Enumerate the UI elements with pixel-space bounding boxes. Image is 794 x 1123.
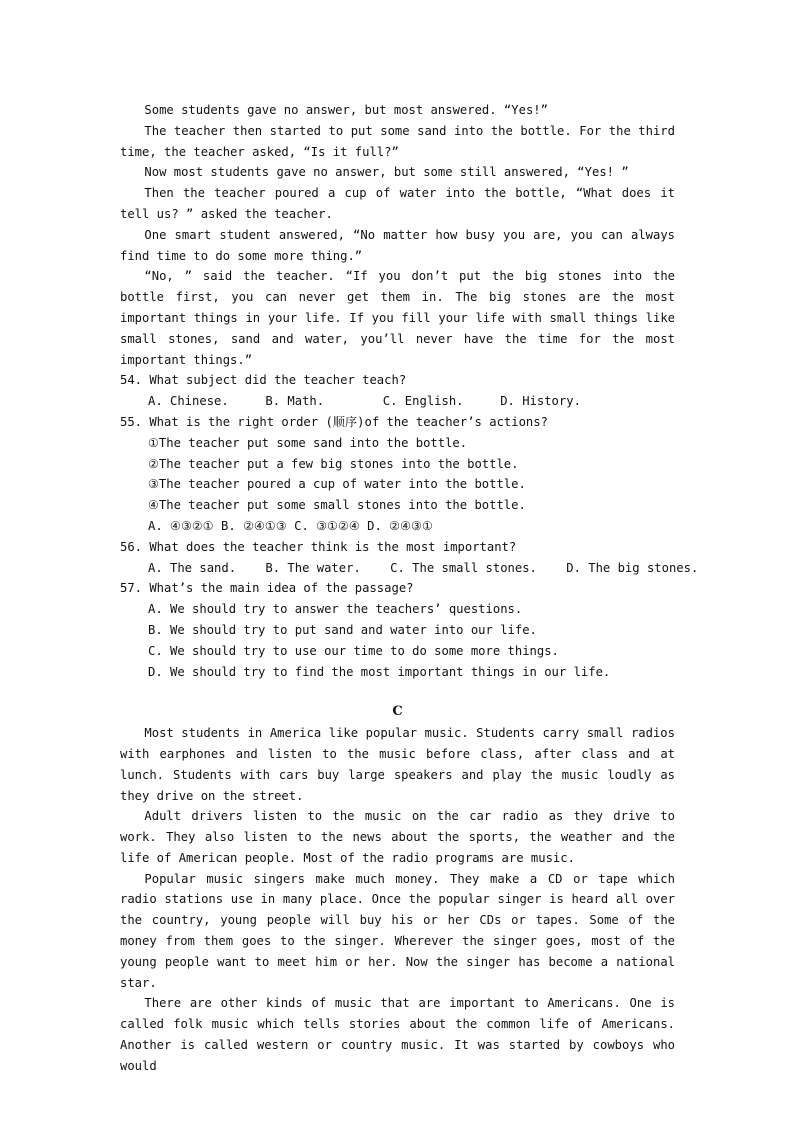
passage-b-paragraph: Now most students gave no answer, but some still answered, “Yes! ” bbox=[144, 165, 629, 180]
passage-b-paragraph: One smart student answered, “No matter how busy you are, you can always find time to do some more thing.” bbox=[120, 227, 675, 263]
question-55-step: ③The teacher poured a cup of water into the bottle. bbox=[148, 477, 526, 492]
question-55-stem: 55. What is the right order (顺序)of the teacher’s actions? bbox=[120, 414, 548, 429]
question-57-option: A. We should try to answer the teachers’ questions. bbox=[148, 602, 523, 617]
passage-b-paragraph: Some students gave no answer, but most answered. “Yes!” bbox=[144, 103, 548, 117]
question-57-option: D. We should try to find the most important things in our life. bbox=[148, 664, 611, 679]
passage-b-paragraph: The teacher then started to put some sand into the bottle. For the third time, the teacher asked, “Is it full?” bbox=[120, 123, 675, 159]
section-heading-c: C bbox=[392, 704, 403, 720]
passage-c-paragraph: There are other kinds of music that are important to Americans. One is called folk music which tells stories about the common life of Americans. Another is called western or country music. It was started by cowboys who would bbox=[120, 996, 675, 1073]
question-55-step: ①The teacher put some sand into the bottle. bbox=[148, 435, 468, 450]
question-57-option: C. We should try to use our time to do some more things. bbox=[148, 643, 559, 658]
question-57-stem: 57. What’s the main idea of the passage? bbox=[120, 581, 414, 596]
question-55-options: A. ④③②① B. ②④①③ C. ③①②④ D. ②④③① bbox=[148, 518, 433, 533]
question-56-options: A. The sand. B. The water. C. The small stones. D. The big stones. bbox=[148, 560, 699, 575]
passage-b-paragraph: “No, ” said the teacher. “If you don’t put the big stones into the bottle first, you can never get them in. The big stones are the most important things in your life. If you fill your life with small things like small stones, sand and water, you’ll never have the time for the most important things.” bbox=[120, 269, 675, 367]
passage-c-paragraph: Popular music singers make much money. They make a CD or tape which radio stations use in many place. Once the popular singer is heard all over the country, young people will buy his or her CDs or tapes. Some of the money from them goes to the singer. Wherever the singer goes, most of the young people want to meet him or her. Now the singer has become a national star. bbox=[120, 871, 675, 990]
question-57-option: B. We should try to put sand and water into our life. bbox=[148, 622, 537, 637]
question-55-step: ④The teacher put some small stones into the bottle. bbox=[148, 498, 526, 513]
passage-c-paragraph: Most students in America like popular music. Students carry small radios with earphones and listen to the music before class, after class and at lunch. Students with cars buy large speakers and play the music loudly as they drive on the street. bbox=[120, 726, 675, 803]
question-55-step: ②The teacher put a few big stones into the bottle. bbox=[148, 456, 519, 471]
passage-c-paragraph: Adult drivers listen to the music on the car radio as they drive to work. They also listen to the news about the sports, the weather and the life of American people. Most of the radio programs are music. bbox=[120, 809, 675, 865]
passage-b-paragraph: Then the teacher poured a cup of water into the bottle, “What does it tell us? ” asked the teacher. bbox=[120, 186, 675, 221]
question-56-stem: 56. What does the teacher think is the most important? bbox=[120, 539, 517, 554]
question-54-options: A. Chinese. B. Math. C. English. D. History. bbox=[148, 394, 581, 409]
document-page bbox=[120, 100, 699, 1077]
question-54-stem: 54. What subject did the teacher teach? bbox=[120, 373, 407, 388]
